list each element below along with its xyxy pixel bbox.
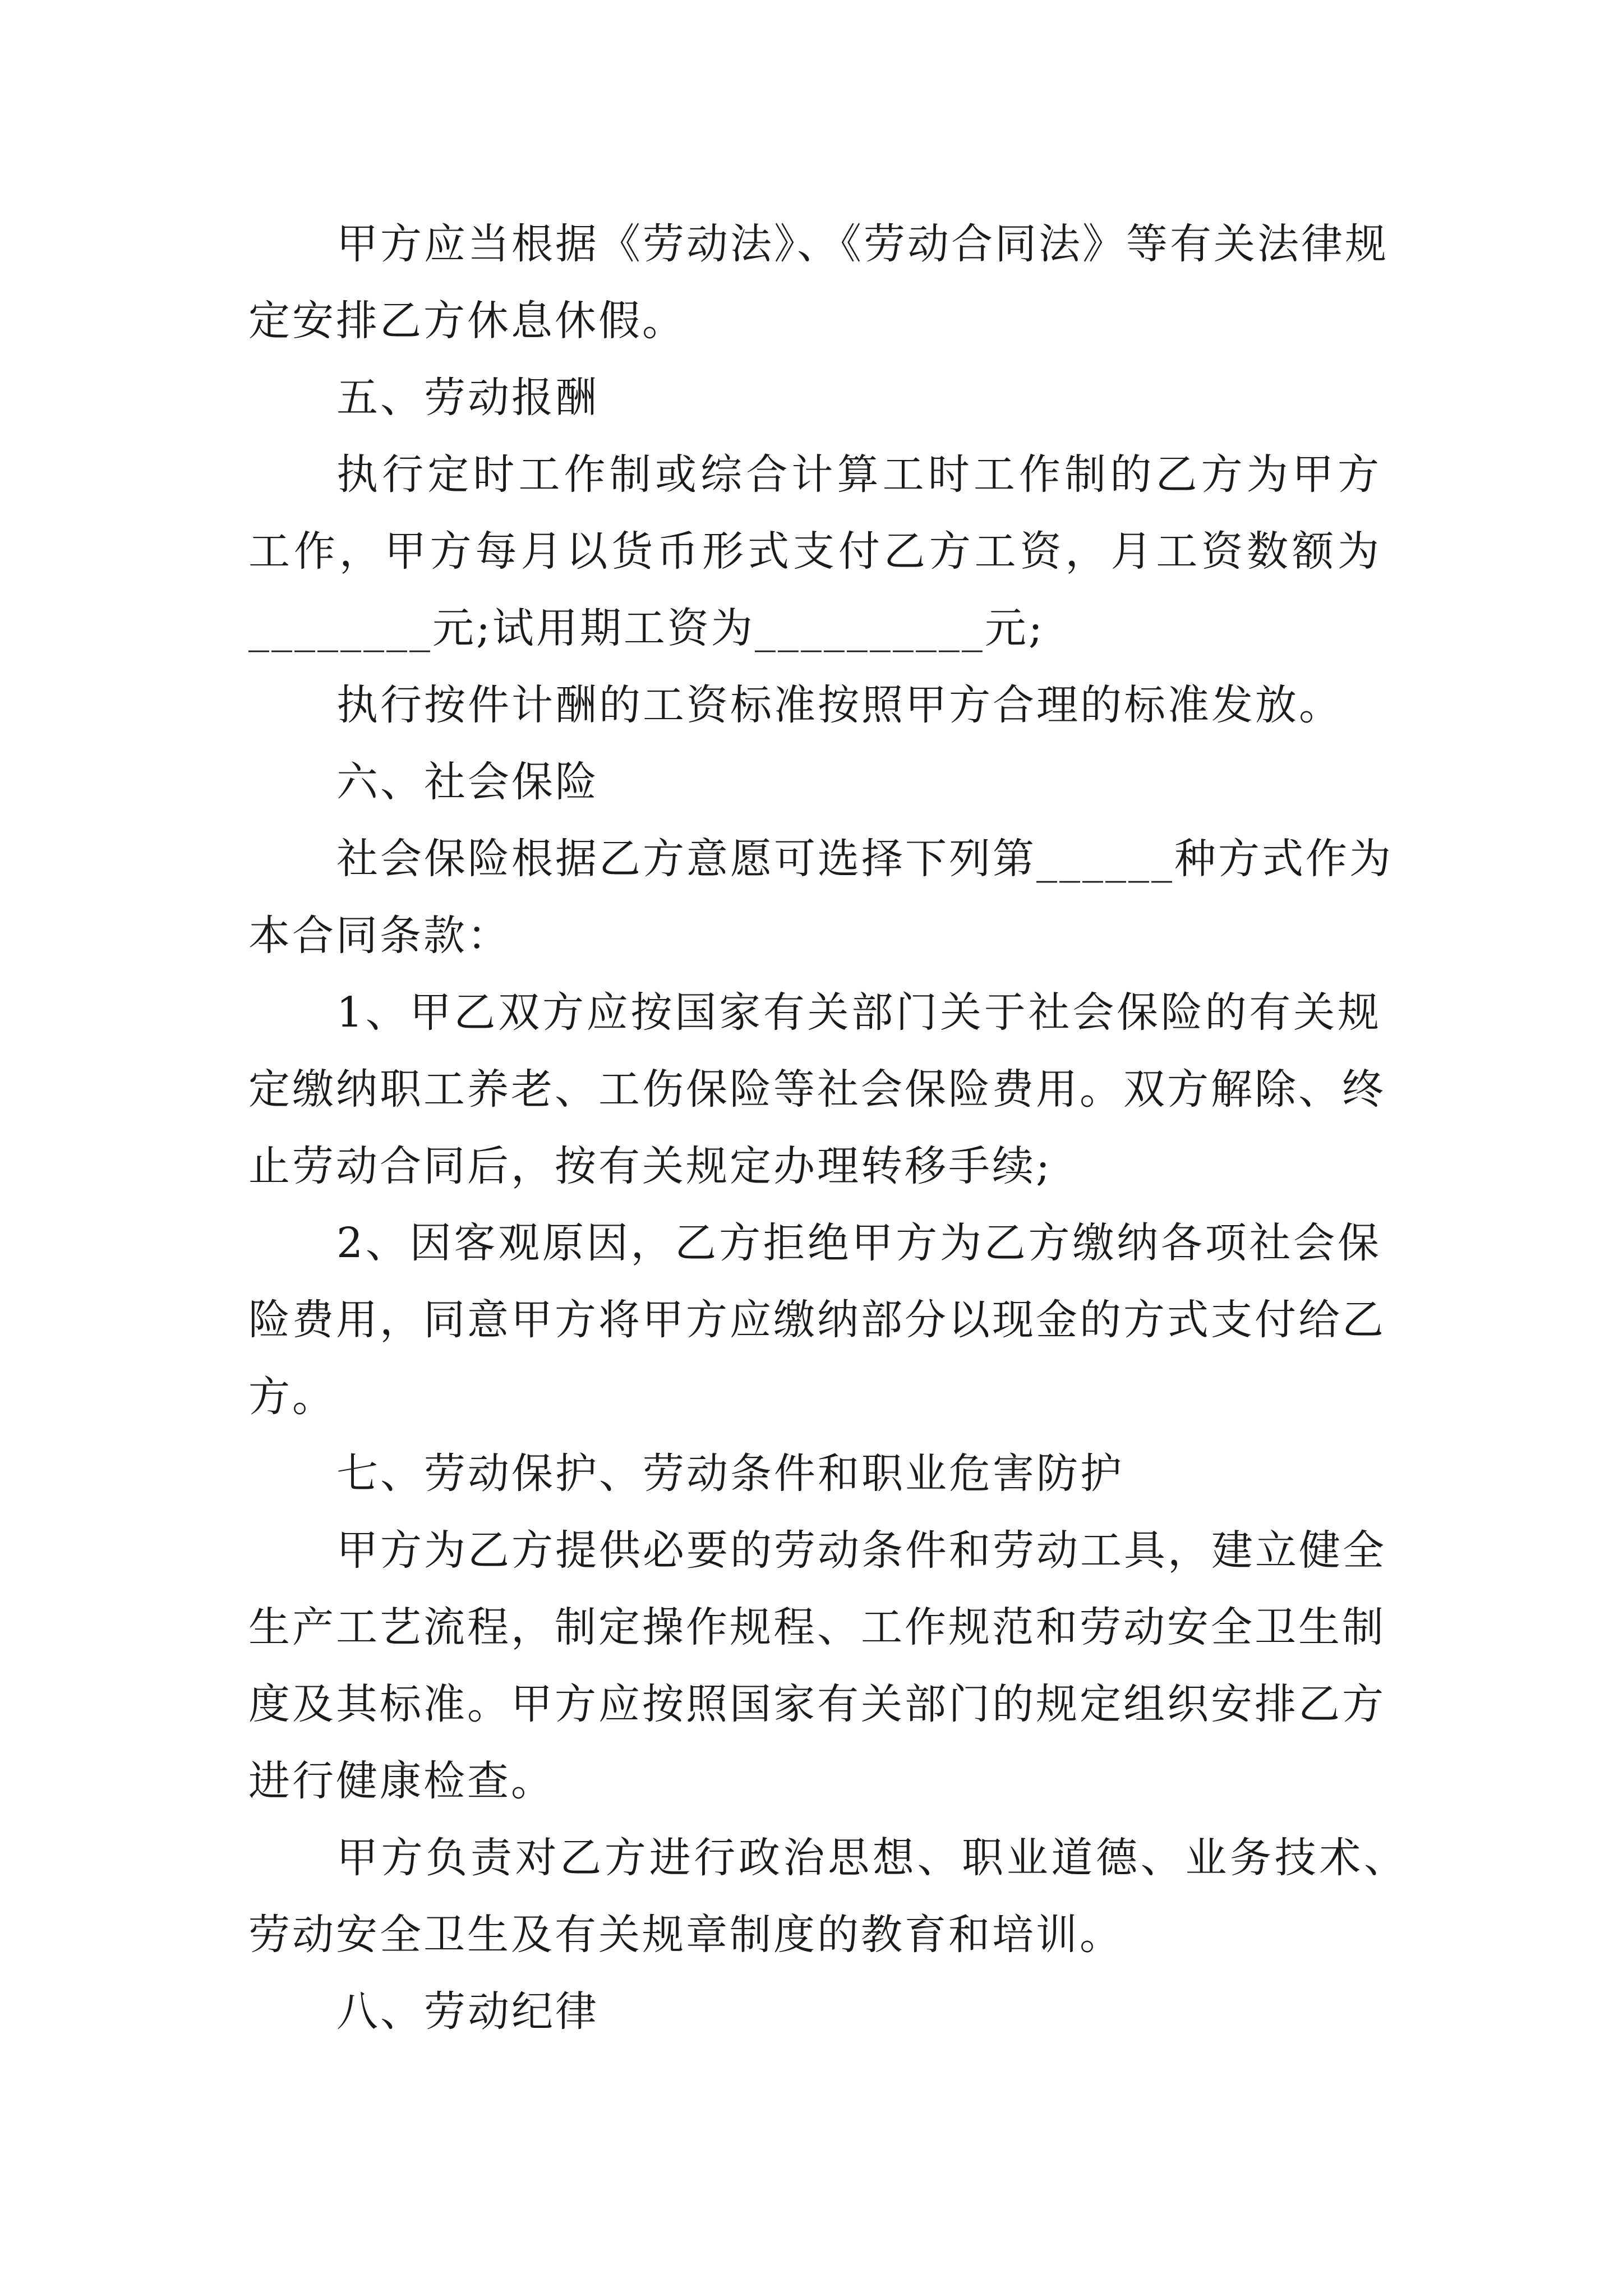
- text-line: 1、甲乙双方应按国家有关部门关于社会保险的有关规: [336, 988, 1381, 1037]
- text-line: 止劳动合同后，按有关规定办理转移手续;: [248, 1142, 1052, 1190]
- text-line: 定缴纳职工养老、工伤保险等社会保险费用。双方解除、终: [248, 1065, 1386, 1114]
- text-line: 执行按件计酬的工资标准按照甲方合理的标准发放。: [336, 681, 1343, 729]
- section-heading: 八、劳动纪律: [336, 1987, 599, 2036]
- text-line: 执行定时工作制或综合计算工时工作制的乙方为甲方: [336, 450, 1381, 499]
- text-line: 定安排乙方休息休假。: [248, 297, 686, 345]
- text-line: 险费用，同意甲方将甲方应缴纳部分以现金的方式支付给乙: [248, 1296, 1386, 1344]
- text-line: 甲方负责对乙方进行政治思想、职业道德、业务技术、: [336, 1834, 1408, 1882]
- text-line: 社会保险根据乙方意愿可选择下列第______种方式作为: [336, 835, 1393, 883]
- text-line: 度及其标准。甲方应按照国家有关部门的规定组织安排乙方: [248, 1680, 1386, 1728]
- text-line: 甲方为乙方提供必要的劳动条件和劳动工具，建立健全: [336, 1526, 1386, 1575]
- text-line: 方。: [248, 1373, 336, 1421]
- text-line: 甲方应当根据《劳动法》、《劳动合同法》等有关法律规: [336, 220, 1389, 268]
- section-heading: 五、劳动报酬: [336, 374, 599, 422]
- text-line: 劳动安全卫生及有关规章制度的教育和培训。: [248, 1911, 1123, 1959]
- text-line: ________元;试用期工资为__________元;: [248, 604, 1045, 652]
- section-heading: 七、劳动保护、劳动条件和职业危害防护: [336, 1450, 1124, 1498]
- text-line: 本合同条款：: [248, 912, 511, 960]
- text-line: 2、因客观原因，乙方拒绝甲方为乙方缴纳各项社会保: [336, 1219, 1381, 1267]
- text-line: 生产工艺流程，制定操作规程、工作规范和劳动安全卫生制: [248, 1603, 1386, 1651]
- text-line: 进行健康检查。: [248, 1757, 555, 1805]
- section-heading: 六、社会保险: [336, 758, 599, 806]
- text-line: 工作，甲方每月以货币形式支付乙方工资，月工资数额为: [248, 527, 1381, 576]
